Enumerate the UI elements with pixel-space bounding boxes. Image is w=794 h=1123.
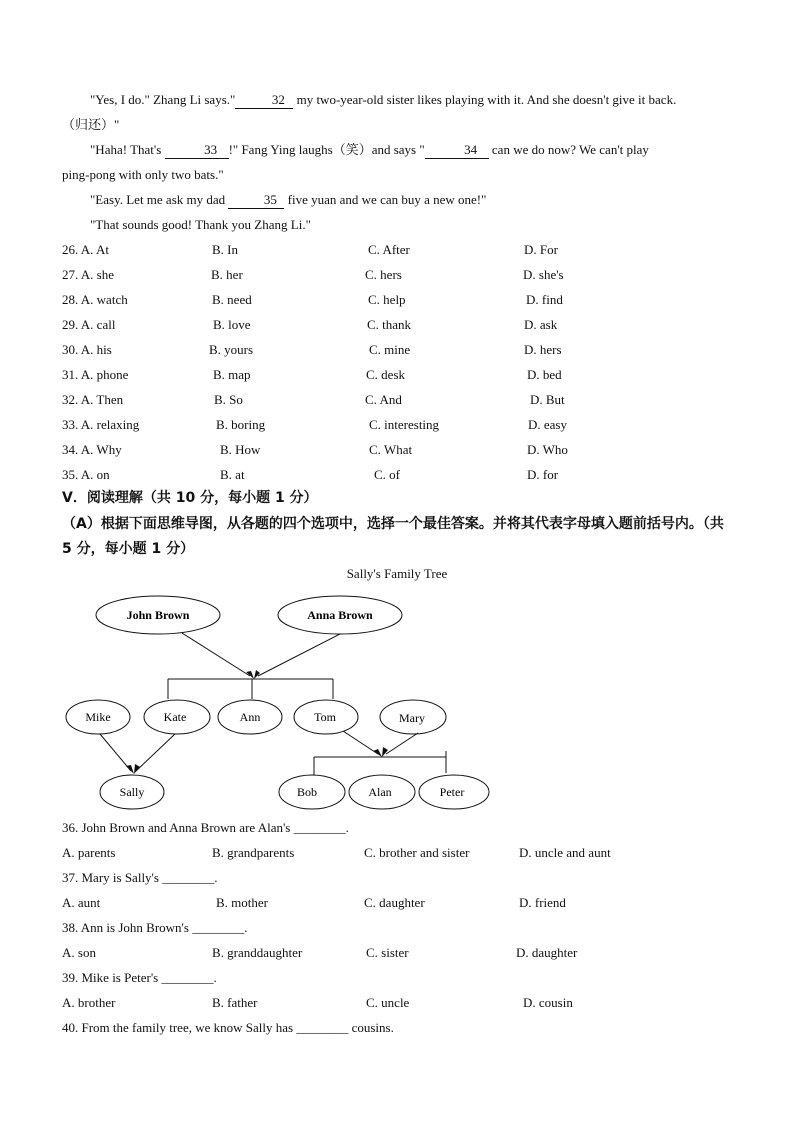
question-stem: 36. John Brown and Anna Brown are Alan's ________. xyxy=(62,820,349,835)
question-option-c: C. sister xyxy=(366,945,409,960)
question-option-c: C. uncle xyxy=(366,995,410,1010)
question-option-d: D. cousin xyxy=(523,995,573,1010)
passage-line: ping-pong with only two bats." xyxy=(62,167,224,182)
cloze-option-c: C. desk xyxy=(366,367,405,382)
cloze-option-c: C. mine xyxy=(369,342,411,357)
question-stem: 39. Mike is Peter's ________. xyxy=(62,970,217,985)
question-option-b: B. father xyxy=(212,995,258,1010)
label-bob: Bob xyxy=(296,785,318,799)
label-tom: Tom xyxy=(314,710,336,724)
cloze-question-option-a: 27. A. she xyxy=(62,267,114,282)
cloze-option-d: D. she's xyxy=(523,267,564,282)
blank-32: 32 xyxy=(235,92,293,109)
cloze-option-d: D. find xyxy=(526,292,563,307)
question-stem: 40. From the family tree, we know Sally has ________ cousins. xyxy=(62,1020,394,1035)
cloze-option-c: C. After xyxy=(368,242,410,257)
passage-text: !" Fang Ying laughs（笑）and says " xyxy=(228,142,425,157)
passage-text: "Haha! That's xyxy=(90,142,165,157)
cloze-option-d: D. for xyxy=(527,467,559,482)
passage-text: can we do now? We can't play xyxy=(488,142,649,157)
blank-33: 33 xyxy=(165,142,229,159)
cloze-option-b: B. at xyxy=(220,467,245,482)
question-option-b: B. granddaughter xyxy=(212,945,303,960)
label-anna-brown: Anna Brown xyxy=(307,608,373,622)
cloze-option-d: D. bed xyxy=(527,367,562,382)
cloze-question-option-a: 32. A. Then xyxy=(62,392,124,407)
section-instruction: （A）根据下面思维导图，从各题的四个选项中，选择一个最佳答案。并将其代表字母填入题前括号内。（共 5 分，每小题 1 分） xyxy=(62,516,724,557)
passage-text: my two-year-old sister likes playing with it. And she doesn't give it back. xyxy=(293,92,677,107)
cloze-option-d: D. Who xyxy=(527,442,568,457)
label-mike: Mike xyxy=(85,710,111,724)
blank-35: 35 xyxy=(228,192,284,209)
label-kate: Kate xyxy=(163,710,187,724)
question-option-b: B. grandparents xyxy=(212,845,295,860)
question-option-a: A. aunt xyxy=(62,895,101,910)
cloze-option-b: B. boring xyxy=(216,417,266,432)
cloze-option-d: D. For xyxy=(524,242,558,257)
question-option-b: B. mother xyxy=(216,895,268,910)
question-option-c: C. brother and sister xyxy=(364,845,470,860)
cloze-question-option-a: 33. A. relaxing xyxy=(62,417,140,432)
cloze-option-b: B. So xyxy=(214,392,243,407)
question-option-d: D. friend xyxy=(519,895,566,910)
question-option-c: C. daughter xyxy=(364,895,425,910)
cloze-option-d: D. But xyxy=(530,392,565,407)
cloze-option-c: C. And xyxy=(365,392,402,407)
label-sally: Sally xyxy=(119,785,145,799)
cloze-question-option-a: 28. A. watch xyxy=(62,292,128,307)
passage-paragraph-3 xyxy=(62,187,730,212)
question-option-a: A. parents xyxy=(62,845,116,860)
cloze-option-b: B. map xyxy=(213,367,251,382)
question-option-d: D. daughter xyxy=(516,945,578,960)
label-mary: Mary xyxy=(399,711,425,725)
cloze-question-option-a: 26. A. At xyxy=(62,242,109,257)
cloze-option-b: B. need xyxy=(212,292,252,307)
passage-line: （归还）" xyxy=(62,117,120,132)
cloze-question-option-a: 34. A. Why xyxy=(62,442,122,457)
family-tree-diagram xyxy=(0,585,794,825)
cloze-question-option-a: 30. A. his xyxy=(62,342,112,357)
label-alan: Alan xyxy=(368,785,392,799)
cloze-option-b: B. yours xyxy=(209,342,254,357)
label-ann: Ann xyxy=(239,710,261,724)
cloze-option-c: C. help xyxy=(368,292,406,307)
passage-text: five yuan and we can buy a new one!" xyxy=(284,192,487,207)
question-option-a: A. brother xyxy=(62,995,116,1010)
cloze-option-b: B. How xyxy=(220,442,261,457)
blank-34: 34 xyxy=(425,142,489,159)
question-stem: 38. Ann is John Brown's ________. xyxy=(62,920,248,935)
cloze-option-b: B. her xyxy=(211,267,243,282)
cloze-option-c: C. of xyxy=(374,467,400,482)
cloze-option-d: D. hers xyxy=(524,342,562,357)
tree-title: Sally's Family Tree xyxy=(346,566,448,581)
label-john-brown: John Brown xyxy=(126,608,190,622)
passage-paragraph-4: "That sounds good! Thank you Zhang Li." xyxy=(90,217,311,232)
label-peter: Peter xyxy=(439,785,465,799)
passage-paragraph-2 xyxy=(62,137,730,162)
question-stem: 37. Mary is Sally's ________. xyxy=(62,870,218,885)
question-option-d: D. uncle and aunt xyxy=(519,845,611,860)
cloze-question-option-a: 35. A. on xyxy=(62,467,110,482)
cloze-option-b: B. love xyxy=(213,317,251,332)
passage-paragraph-1 xyxy=(62,87,730,112)
cloze-option-c: C. hers xyxy=(365,267,402,282)
question-option-a: A. son xyxy=(62,945,96,960)
cloze-option-b: B. In xyxy=(212,242,238,257)
cloze-option-d: D. ask xyxy=(524,317,558,332)
cloze-question-option-a: 29. A. call xyxy=(62,317,116,332)
cloze-option-d: D. easy xyxy=(528,417,567,432)
cloze-option-c: C. interesting xyxy=(369,417,440,432)
cloze-question-option-a: 31. A. phone xyxy=(62,367,129,382)
section-heading: V．阅读理解（共 10 分，每小题 1 分） xyxy=(62,490,318,506)
passage-text: "Easy. Let me ask my dad xyxy=(90,192,229,207)
cloze-option-c: C. thank xyxy=(367,317,412,332)
passage-text: "Yes, I do." Zhang Li says." xyxy=(90,92,236,107)
cloze-option-c: C. What xyxy=(369,442,413,457)
